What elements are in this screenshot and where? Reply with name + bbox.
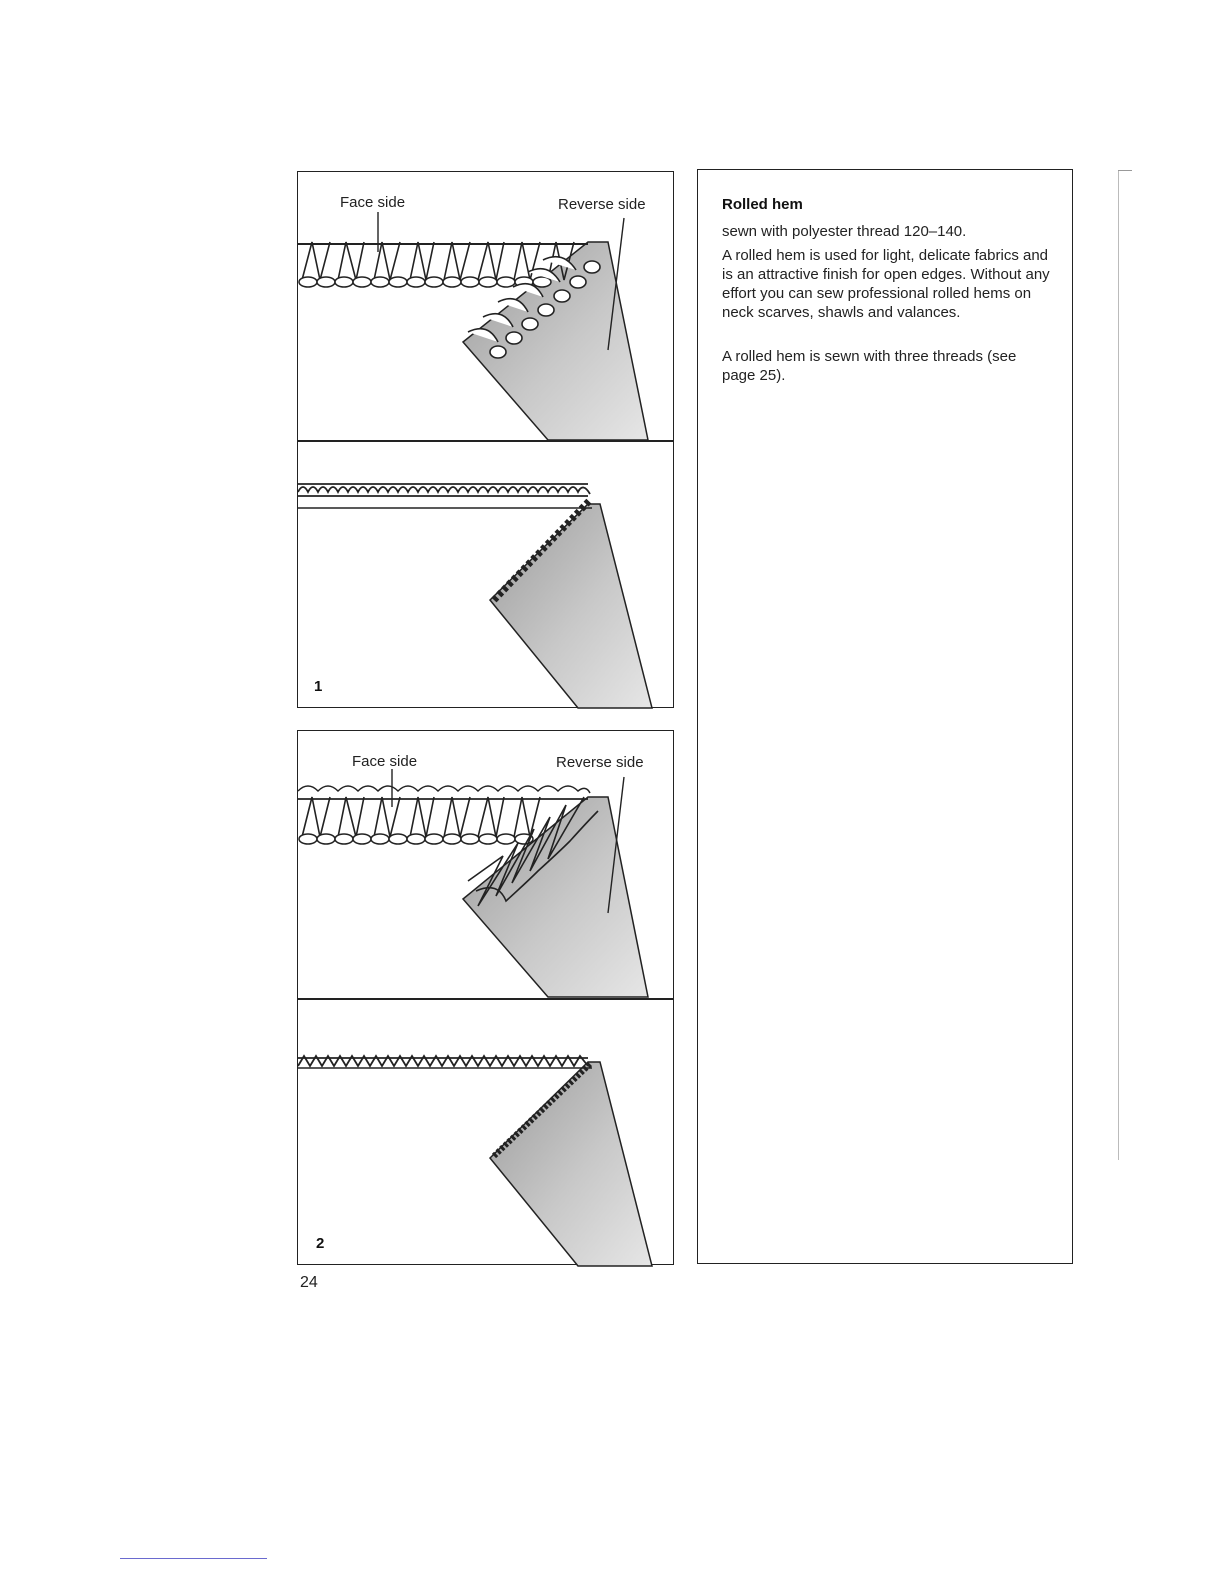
face-side-label: Face side (340, 194, 406, 211)
three-thread-hem-illustration (298, 172, 674, 440)
paragraph-description: A rolled hem is used for light, delicate fabrics and is an attractive finish for open edges. Without any effort you can sew professional rolled hems on neck scarves, shawls and valances. (722, 247, 1050, 321)
section-heading: Rolled hem (722, 196, 803, 213)
page-number: 24 (300, 1274, 318, 1291)
figure-1 (297, 171, 674, 708)
finished-rolled-edge-illustration (298, 1000, 674, 1266)
scan-edge-line (120, 1558, 267, 1559)
paragraph-threads-note: A rolled hem is sewn with three threads (see page 25). (722, 348, 1017, 384)
figure-2-number: 2 (316, 1235, 325, 1252)
face-side-label: Face side (352, 753, 418, 770)
finished-rolled-edge-illustration (298, 442, 674, 710)
margin-tick (1118, 170, 1132, 171)
reverse-side-label: Reverse side (556, 754, 644, 771)
paragraph-thread: sewn with polyester thread 120–140. (722, 223, 967, 240)
figure-1-number: 1 (314, 678, 323, 695)
rolled-hem-text-panel (697, 169, 1073, 1264)
figure-2 (297, 730, 674, 1265)
reverse-side-label: Reverse side (558, 196, 646, 213)
margin-rule (1118, 170, 1119, 1160)
two-thread-hem-illustration (298, 731, 674, 999)
